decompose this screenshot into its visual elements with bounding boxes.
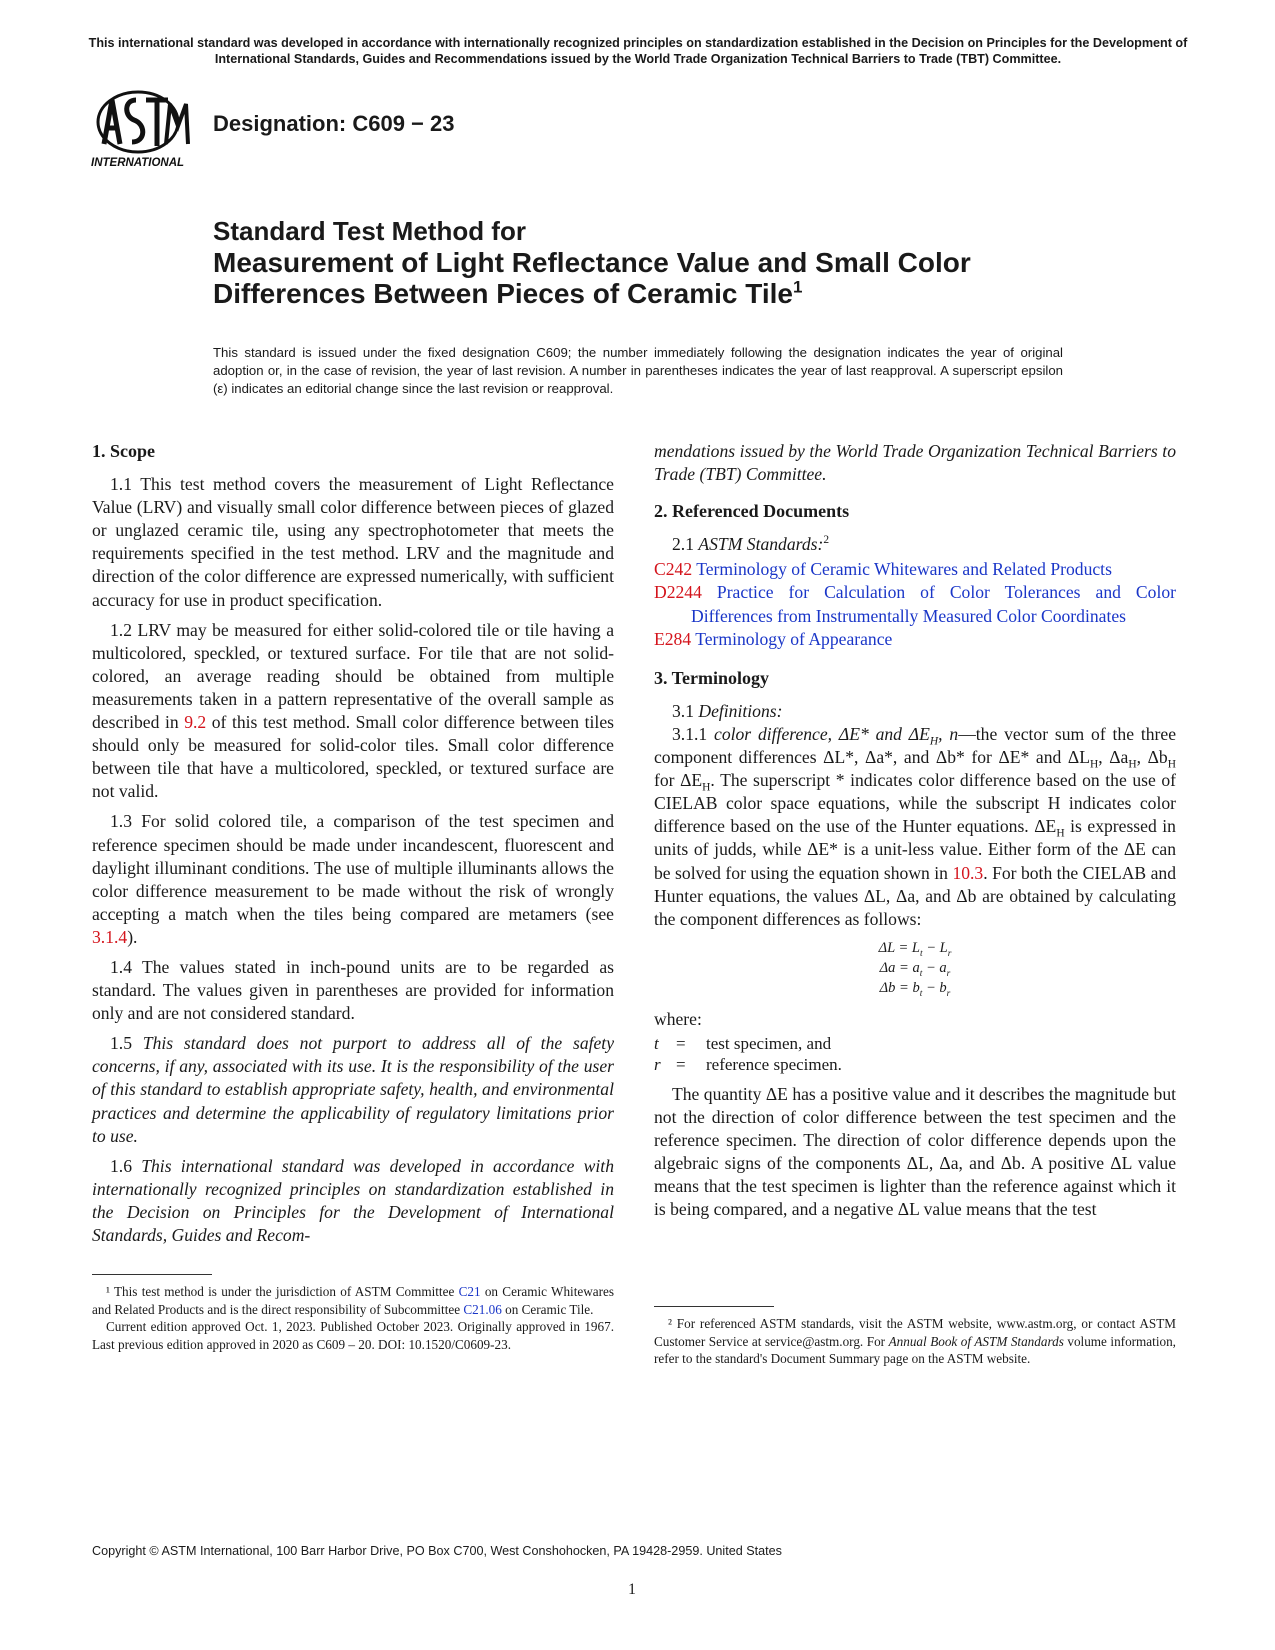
- equation-delta-b: $\Delta b = b_t - b_r$: [879, 979, 951, 999]
- link-c21-06[interactable]: C21.06: [463, 1301, 502, 1317]
- footnote-divider-right: [654, 1306, 774, 1307]
- title-line-1: Standard Test Method for: [213, 216, 526, 246]
- para-1-1: 1.1 This test method covers the measurement of Light Reflectance Value (LRV) and visually small color difference between pieces of glazed or unglazed ceramic tile, using any spectrophotometer that meets the requirements specified in the test method. LRV and the magnitude and direction of the color difference are expressed numerically, with sufficient accuracy for use in product specification.: [92, 474, 614, 610]
- equation-delta-l: $\Delta L = L_t - L_r$: [878, 939, 952, 959]
- link-3-1-4[interactable]: 3.1.4: [92, 926, 128, 947]
- right-column: [654, 440, 1176, 1228]
- section-heading-referenced-documents: 2. Referenced Documents: [654, 501, 850, 522]
- para-quantity-delta-e: The quantity ΔE has a positive value and it describes the magnitude but not the direction of color difference between the test specimen and the reference specimen. The direction of color difference depends upon the algebraic signs of the components ΔL, Δa, and Δb. A positive ΔL value means that the test specimen is lighter than the reference against which it is being compared, and a negative ΔL value means that the test: [654, 1083, 1176, 1220]
- standardization-notice: This international standard was developed in accordance with internationally recognized principles on standardization established in the Decision on Principles for the Development of International Standards, Guides and Recommendations issued by the World Trade Organization Technical Barriers to Trade (TBT) Committee.: [88, 36, 1188, 66]
- link-10-3[interactable]: 10.3: [952, 862, 984, 883]
- svg-text:INTERNATIONAL: INTERNATIONAL: [91, 157, 185, 169]
- para-1-6-continued: mendations issued by the World Trade Organization Technical Barriers to Trade (TBT) Committee.: [654, 441, 1176, 485]
- para-1-3: 1.3 For solid colored tile, a comparison of the test specimen and reference specimen should be made under incandescent, fluorescent and daylight illuminant conditions. The use of multiple illuminants allows the color difference measurement to be made without the risk of wrongly accepting a match when the tiles being compared are metamers (see 3.1.4).: [92, 811, 614, 947]
- section-heading-terminology: 3. Terminology: [654, 667, 770, 688]
- astm-logo: [88, 86, 202, 182]
- para-1-5: 1.5 This standard does not purport to address all of the safety concerns, if any, associated with its use. It is the responsibility of the user of this standard to establish appropriate safety, health, and environmental practices and determine the applicability of regulatory limitations prior to use.: [92, 1033, 615, 1146]
- ref-c242[interactable]: C242 Terminology of Ceramic Whitewares and Related Products: [654, 559, 1112, 580]
- title-footnote-mark: 1: [792, 277, 803, 297]
- link-9-2[interactable]: 9.2: [184, 712, 207, 733]
- subsection-3-1: 3.1 Definitions:: [672, 700, 783, 721]
- footnote-2: ² For referenced ASTM standards, visit the ASTM website, www.astm.org, or contact ASTM Customer Service at service@astm.org. For Annual Book of ASTM Standards volume information, refer to the standard's Document Summary page on the ASTM website.: [654, 1316, 1176, 1366]
- para-1-4: 1.4 The values stated in inch-pound units are to be regarded as standard. The values given in parentheses are provided for information only and are not considered standard.: [92, 956, 614, 1024]
- designation: Designation: C609 − 23: [213, 111, 455, 136]
- copyright-line: Copyright © ASTM International, 100 Barr Harbor Drive, PO Box C700, West Conshohocken, PA 19428-2959. United States: [92, 1544, 782, 1558]
- where-t: t = test specimen, and: [654, 1033, 832, 1053]
- document-title: [213, 216, 1163, 309]
- title-line-3: Differences Between Pieces of Ceramic Tile$^1$: [213, 277, 803, 309]
- left-column: [92, 440, 614, 1254]
- link-c21[interactable]: C21: [458, 1284, 481, 1299]
- equation-delta-a: $\Delta a = a_t - a_r$: [879, 959, 951, 979]
- definition-color-difference: 3.1.1 color difference, ΔE* and $\Delta E_H$, n—the vector sum of the three component differences ΔL*, Δa*, and Δb* for ΔE* and $\Delta L_H$, $\Delta a_H$, $\Delta b_H$ for $\Delta E_H$. The superscript * indicates color difference based on the use of CIELAB color space equations, while the subscript H indicates color difference based on the use of the Hunter equations. $\Delta E_H$ is expressed in units of judds, while ΔE* is a unit-less value. Either form of the ΔE can be solved for using the equation shown in 10.3. For both the CIELAB and Hunter equations, the values ΔL, Δa, and Δb are obtained by calculating the component differences as follows:: [654, 723, 1177, 929]
- page-number: 1: [628, 1581, 636, 1598]
- title-line-2: Measurement of Light Reflectance Value and Small Color: [213, 247, 971, 278]
- footnote-divider: [92, 1274, 212, 1275]
- where-r: r = reference specimen.: [654, 1054, 842, 1074]
- referenced-documents-list: [654, 558, 1176, 650]
- astm-logo-icon: [88, 86, 202, 182]
- footnotes-left: [92, 1274, 614, 1353]
- footnotes-right: [654, 1306, 1176, 1368]
- component-equations: [654, 938, 1176, 998]
- where-label: where:: [654, 1008, 702, 1029]
- ref-d2244[interactable]: D2244 Practice for Calculation of Color Tolerances and Color Differences from Instrumentally Measured Color Coordinates: [654, 582, 1176, 626]
- section-heading-scope: 1. Scope: [92, 441, 155, 461]
- para-1-2: 1.2 LRV may be measured for either solid-colored tile or tile having a multicolored, speckled, or textured surface. For tile that are not solid-colored, an average reading should be obtained from multiple measurements taken in a pattern representative of the overall sample as described in 9.2 of this test method. Small color difference between tiles should only be measured for solid-color tiles. Small color difference between tile that have a multicolored, speckled, or textured surface are not valid.: [92, 619, 614, 802]
- footnote-1: ¹ This test method is under the jurisdiction of ASTM Committee C21 on Ceramic Whitewares and Related Products and is the direct responsibility of Subcommittee C21.06 on Ceramic Tile.: [92, 1284, 614, 1317]
- ref-e284[interactable]: E284 Terminology of Appearance: [654, 628, 893, 649]
- subsection-2-1: 2.1 ASTM Standards:$^2$: [672, 534, 830, 555]
- para-1-6: 1.6 This international standard was developed in accordance with internationally recognized principles on standardization established in the Decision on Principles for the Development of International Standards, Guides and Recom-: [92, 1155, 614, 1245]
- footnote-1-edition: Current edition approved Oct. 1, 2023. Published October 2023. Originally approved in 1967. Last previous edition approved in 2020 as C609 – 20. DOI: 10.1520/C0609-23.: [92, 1319, 614, 1352]
- issued-note: This standard is issued under the fixed designation C609; the number immediately following the designation indicates the year of original adoption or, in the case of revision, the year of last revision. A number in parentheses indicates the year of last reapproval. A superscript epsilon (ε) indicates an editorial change since the last revision or reapproval.: [213, 345, 1063, 396]
